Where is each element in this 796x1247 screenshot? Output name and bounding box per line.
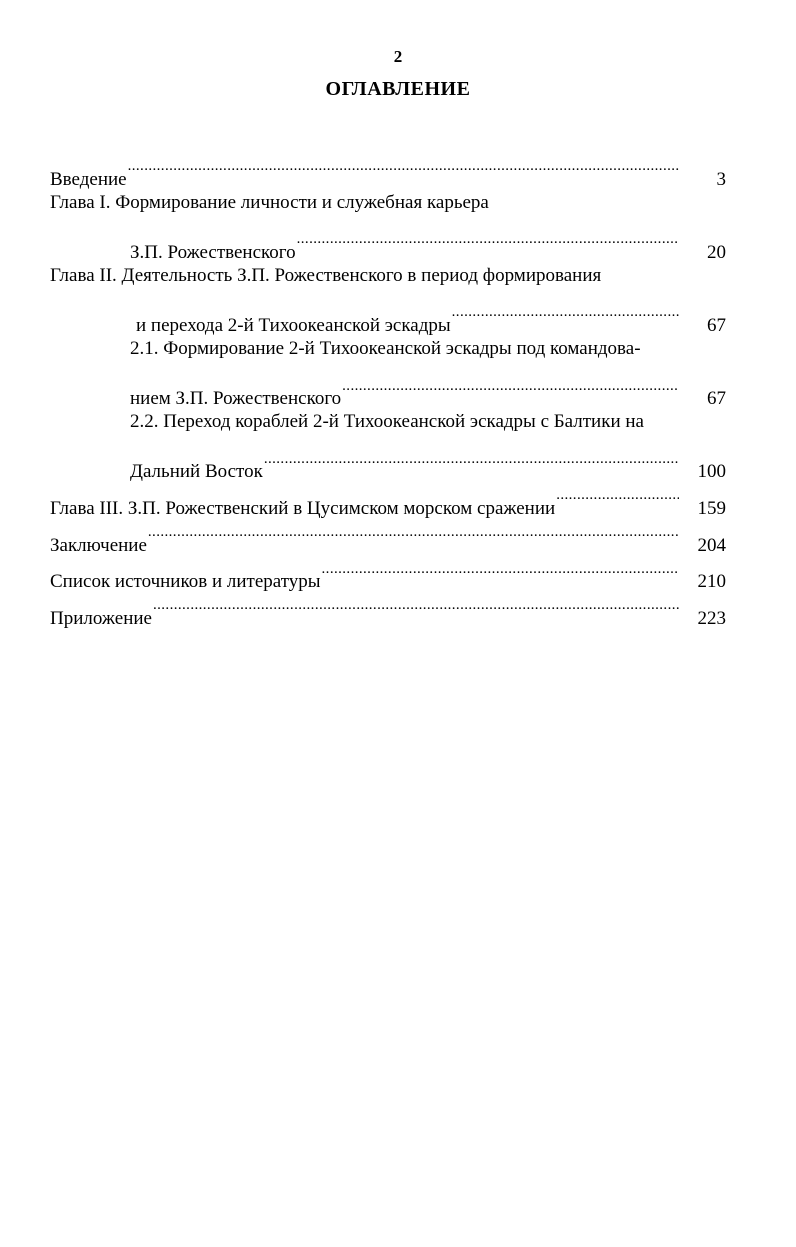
toc-entry-section-2-1-title [50,331,726,368]
toc-entry-chapter-1-cont [50,221,726,263]
toc-entry-section-2-2-cont [50,441,726,483]
toc-entry-page: 20 [707,241,726,263]
dot-leader [322,551,679,588]
toc-entry-chapter-1-title [50,185,726,222]
dot-leader [153,587,679,624]
toc-entry-text: Глава II. Деятельность З.П. Рожественского в период формирования [50,264,602,286]
toc-entry-page: 204 [697,534,726,556]
toc-entry-text: Заключение [50,534,147,556]
toc-entry-text: З.П. Рожественского [130,241,296,263]
toc-entry-text: и перехода 2-й Тихоокеанской эскадры [136,314,451,336]
toc-entry-text: Приложение [50,607,152,629]
toc-entry-text: 2.1. Формирование 2-й Тихоокеанской эскадры под командова- [130,337,641,359]
toc-entry-page: 210 [697,571,726,593]
toc-entry-text: Введение [50,168,127,190]
dot-leader [342,368,679,405]
toc-entry-text: Дальний Восток [130,461,263,483]
toc-entry-conclusion [50,514,726,556]
toc-entry-page: 159 [697,497,726,519]
dot-leader [452,294,679,331]
toc-entry-text: нием З.П. Рожественского [130,388,342,410]
toc-entry-text: Глава III. З.П. Рожественский в Цусимском морском сражении [50,497,556,519]
toc-entry-sources [50,551,726,593]
dot-leader [264,441,679,478]
page-title: ОГЛАВЛЕНИЕ [325,78,471,100]
toc-entry-chapter-2-title [50,258,726,295]
page-number: 2 [393,47,403,66]
dot-leader [297,221,679,258]
toc-entry-intro [50,148,726,190]
toc-entry-section-2-2-title [50,404,726,441]
toc-entry-page: 67 [707,314,726,336]
toc-entry-page: 100 [697,461,726,483]
toc-entry-text: 2.2. Переход кораблей 2-й Тихоокеанской эскадры с Балтики на [130,411,644,433]
toc-entry-chapter-2-cont [50,294,726,336]
dot-leader [128,148,679,185]
toc-entry-section-2-1-cont [50,368,726,410]
toc-entry-page: 3 [716,168,726,190]
toc-entry-page: 67 [707,388,726,410]
toc-entry-text: Список источников и литературы [50,571,321,593]
toc-entry-page: 223 [697,607,726,629]
table-of-contents [50,148,726,629]
toc-entry-text: Глава I. Формирование личности и служебная карьера [50,191,489,213]
dot-leader [556,477,679,514]
dot-leader [148,514,679,551]
